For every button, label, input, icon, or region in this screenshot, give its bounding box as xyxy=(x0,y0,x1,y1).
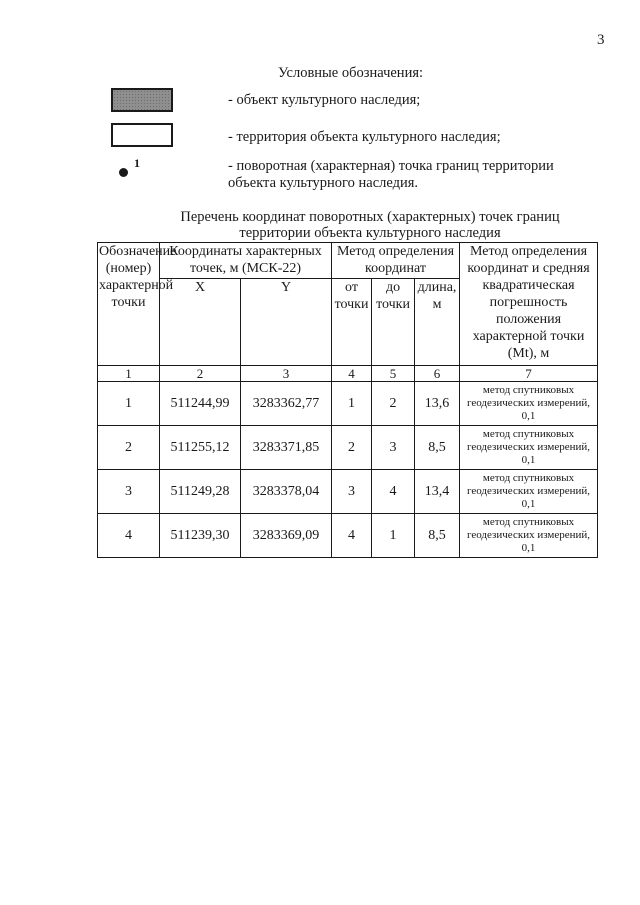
table-row xyxy=(98,470,598,514)
header-method: Метод определения координат xyxy=(332,243,460,279)
y-cell: 3283371,85 xyxy=(241,426,332,470)
heritage-territory-symbol xyxy=(111,123,173,147)
from-point-cell: 3 xyxy=(332,470,372,514)
method-cell: метод спутниковых геодезических измерений, 0,1 xyxy=(460,514,598,558)
header-from: от точки xyxy=(332,279,372,366)
from-point-cell: 2 xyxy=(332,426,372,470)
method-cell: метод спутниковых геодезических измерений, 0,1 xyxy=(460,382,598,426)
column-number-row xyxy=(98,366,598,382)
header-x: X xyxy=(160,279,241,366)
length-cell: 13,6 xyxy=(415,382,460,426)
cultural-heritage-object-symbol xyxy=(111,88,173,112)
header-coordinates: Координаты характерных точек, м (МСК-22) xyxy=(160,243,332,279)
header-length: длина, м xyxy=(415,279,460,366)
point-number-cell: 1 xyxy=(98,382,160,426)
length-cell: 8,5 xyxy=(415,426,460,470)
point-number-cell: 3 xyxy=(98,470,160,514)
point-number-cell: 2 xyxy=(98,426,160,470)
to-point-cell: 3 xyxy=(372,426,415,470)
x-cell: 511249,28 xyxy=(160,470,241,514)
column-number: 7 xyxy=(460,366,598,382)
column-number: 5 xyxy=(372,366,415,382)
y-cell: 3283378,04 xyxy=(241,470,332,514)
column-number: 3 xyxy=(241,366,332,382)
table-title: Перечень координат поворотных (характерных) точек границ территории объекта культурного наследия xyxy=(180,209,560,241)
table-row xyxy=(98,514,598,558)
length-cell: 13,4 xyxy=(415,470,460,514)
to-point-cell: 1 xyxy=(372,514,415,558)
column-number: 4 xyxy=(332,366,372,382)
table-header-row xyxy=(98,243,598,279)
point-number-cell: 4 xyxy=(98,514,160,558)
method-cell: метод спутниковых геодезических измерений, 0,1 xyxy=(460,426,598,470)
header-to: до точки xyxy=(372,279,415,366)
header-y: Y xyxy=(241,279,332,366)
x-cell: 511244,99 xyxy=(160,382,241,426)
column-number: 6 xyxy=(415,366,460,382)
turning-point-dot-icon xyxy=(119,168,128,177)
method-cell: метод спутниковых геодезических измерений, 0,1 xyxy=(460,470,598,514)
turning-point-marker-label: 1 xyxy=(134,156,140,170)
column-number: 1 xyxy=(98,366,160,382)
header-designation: Обозначение (номер) характерной точки xyxy=(98,243,160,366)
y-cell: 3283369,09 xyxy=(241,514,332,558)
legend-item-object: - объект культурного наследия; xyxy=(228,92,421,108)
coordinates-table xyxy=(97,242,598,558)
header-accuracy: Метод определения координат и средняя квадратическая погрешность положения характерной точки (Mt), м xyxy=(460,243,598,366)
table-row xyxy=(98,382,598,426)
x-cell: 511255,12 xyxy=(160,426,241,470)
to-point-cell: 4 xyxy=(372,470,415,514)
table-row xyxy=(98,426,598,470)
to-point-cell: 2 xyxy=(372,382,415,426)
page-number: 3 xyxy=(597,32,605,48)
from-point-cell: 4 xyxy=(332,514,372,558)
legend-item-turning-point: - поворотная (характерная) точка границ территории объекта культурного наследия. xyxy=(228,158,554,191)
x-cell: 511239,30 xyxy=(160,514,241,558)
column-number: 2 xyxy=(160,366,241,382)
length-cell: 8,5 xyxy=(415,514,460,558)
legend-title: Условные обозначения: xyxy=(278,65,424,81)
y-cell: 3283362,77 xyxy=(241,382,332,426)
from-point-cell: 1 xyxy=(332,382,372,426)
legend-item-territory: - территория объекта культурного наследия; xyxy=(228,129,501,145)
